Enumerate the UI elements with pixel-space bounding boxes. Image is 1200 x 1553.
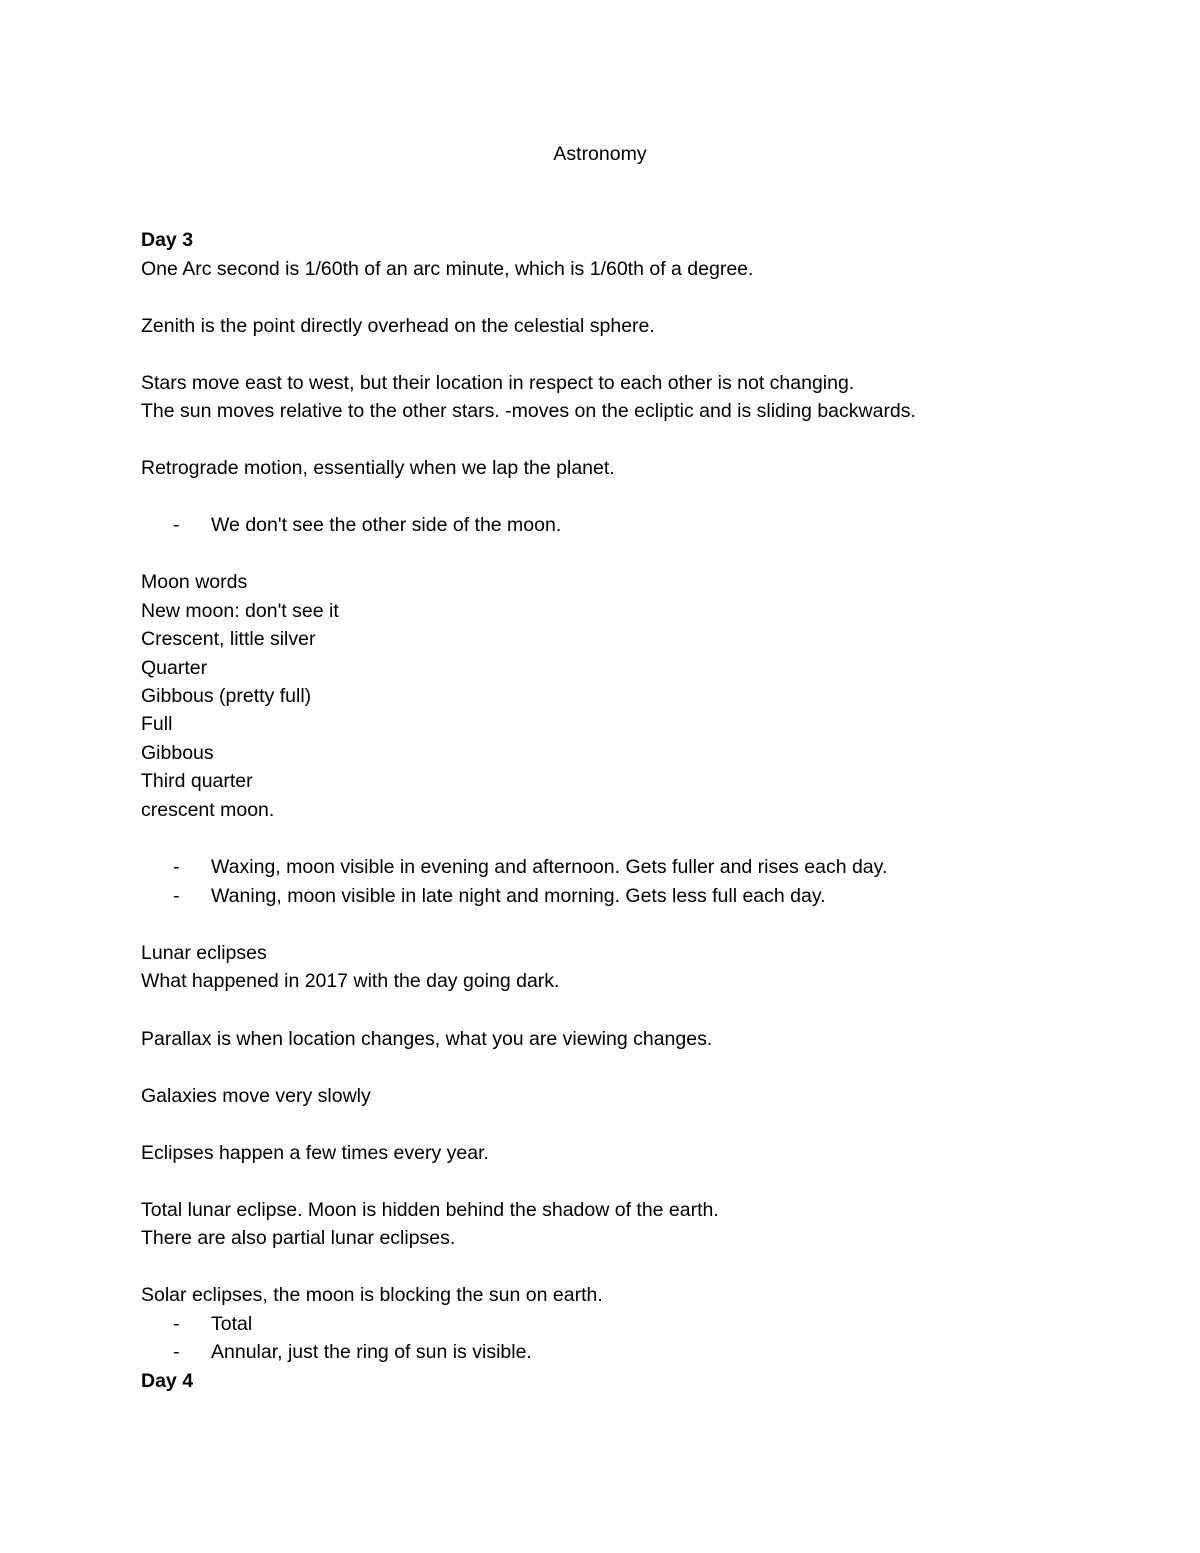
bullet-marker: - [173, 885, 180, 907]
moon-word-item: Quarter [141, 657, 208, 679]
bullet-marker: - [173, 1341, 180, 1363]
total-lunar-paragraph: Total lunar eclipse. Moon is hidden behind the shadow of the earth. [141, 1199, 719, 1221]
moon-word-item: crescent moon. [141, 799, 275, 821]
lunar-eclipses-heading: Lunar eclipses [141, 942, 267, 964]
day-4-heading: Day 4 [141, 1370, 194, 1392]
day-3-heading: Day 3 [141, 229, 194, 251]
bullet-waxing: Waxing, moon visible in evening and afternoon. Gets fuller and rises each day. [211, 856, 888, 878]
moon-word-item: Third quarter [141, 770, 253, 792]
year-2017-paragraph: What happened in 2017 with the day going dark. [141, 970, 560, 992]
partial-lunar-paragraph: There are also partial lunar eclipses. [141, 1227, 456, 1249]
moon-word-item: Gibbous [141, 742, 214, 764]
moon-word-item: Gibbous (pretty full) [141, 685, 312, 707]
moon-word-item: Crescent, little silver [141, 628, 316, 650]
bullet-marker: - [173, 856, 180, 878]
page-title: Astronomy [553, 143, 647, 165]
bullet-waning: Waning, moon visible in late night and morning. Gets less full each day. [211, 885, 826, 907]
moon-word-item: Full [141, 713, 173, 735]
bullet-moon-side: We don't see the other side of the moon. [211, 514, 562, 536]
moon-word-item: New moon: don't see it [141, 600, 339, 622]
parallax-paragraph: Parallax is when location changes, what you are viewing changes. [141, 1028, 713, 1050]
bullet-total: Total [211, 1313, 253, 1335]
sun-moves-paragraph: The sun moves relative to the other stars. -moves on the ecliptic and is sliding backwards. [141, 400, 916, 422]
stars-move-paragraph: Stars move east to west, but their location in respect to each other is not changing. [141, 372, 855, 394]
zenith-paragraph: Zenith is the point directly overhead on the celestial sphere. [141, 315, 655, 337]
moon-words-heading: Moon words [141, 571, 248, 593]
eclipses-year-paragraph: Eclipses happen a few times every year. [141, 1142, 489, 1164]
bullet-annular: Annular, just the ring of sun is visible. [211, 1341, 532, 1363]
solar-eclipses-paragraph: Solar eclipses, the moon is blocking the sun on earth. [141, 1284, 603, 1306]
galaxies-paragraph: Galaxies move very slowly [141, 1085, 371, 1107]
bullet-marker: - [173, 1313, 180, 1335]
arc-second-paragraph: One Arc second is 1/60th of an arc minute, which is 1/60th of a degree. [141, 258, 754, 280]
bullet-marker: - [173, 514, 180, 536]
retrograde-paragraph: Retrograde motion, essentially when we lap the planet. [141, 457, 615, 479]
